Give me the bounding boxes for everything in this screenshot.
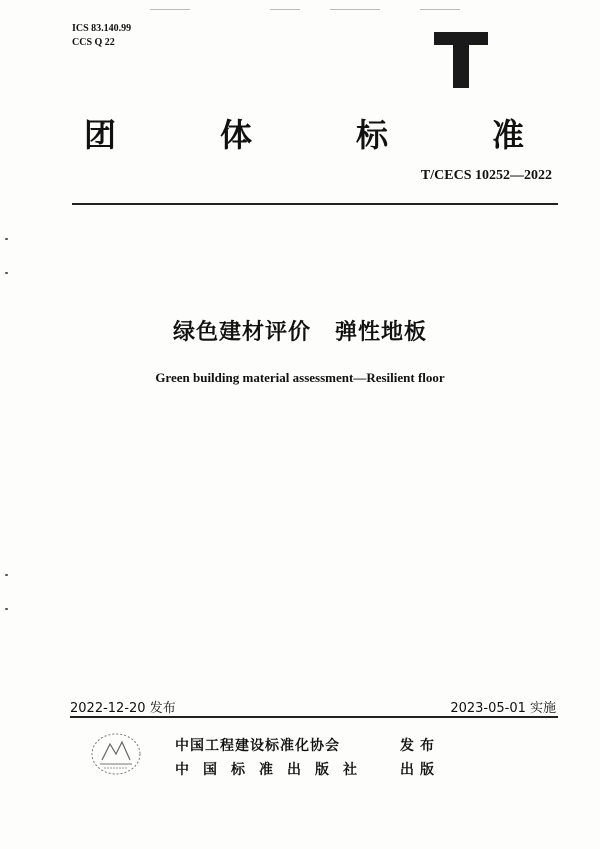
title-chinese-part2: 弹性地板: [335, 320, 428, 345]
ics-code: ICS 83.140.99: [72, 23, 132, 34]
issuer-name: 中国工程建设标准化协会: [175, 738, 340, 754]
title-english: Green building material assessment—Resilient floor: [155, 370, 445, 385]
scan-artifact: [5, 238, 8, 240]
standard-type-char: 体: [220, 116, 253, 154]
category-letter: T: [461, 70, 462, 71]
scan-artifact: [420, 9, 460, 10]
issuer-action: 发布: [400, 738, 440, 754]
classification-codes: [72, 22, 131, 50]
scan-artifact: [150, 9, 190, 10]
standard-type-char: 团: [84, 116, 117, 154]
t-mark-stem: [453, 32, 469, 88]
press-action: 出版: [400, 762, 440, 778]
title-chinese-part1: 绿色建材评价: [172, 320, 311, 345]
press-char: 中: [175, 762, 189, 778]
standard-type-char: 准: [492, 116, 525, 154]
scan-artifact: [330, 9, 380, 10]
scan-artifact: [5, 574, 8, 576]
press-char: 国: [203, 762, 217, 778]
standard-code: T/CECS 10252—2022: [420, 168, 552, 183]
press-char: 标: [231, 762, 245, 778]
standard-type-heading: [72, 110, 554, 156]
scan-artifact: [5, 608, 8, 610]
press-char: 社: [343, 762, 357, 778]
press-char: 版: [315, 762, 329, 778]
ccs-code: CCS Q 22: [72, 37, 115, 48]
effective-date: 2023-05-01 实施: [450, 701, 556, 716]
press-name: [175, 759, 357, 779]
scan-artifact: [270, 9, 300, 10]
footer-divider: [70, 716, 558, 718]
header-divider: [72, 203, 558, 205]
standard-type-char: 标: [356, 116, 389, 154]
issue-date: 2022-12-20 发布: [70, 701, 176, 716]
scan-artifact: [5, 272, 8, 274]
title-chinese: [0, 315, 600, 346]
press-char: 出: [287, 762, 301, 778]
cecs-logo: [88, 730, 144, 778]
category-letter-mark: [432, 30, 490, 90]
press-char: 准: [259, 762, 273, 778]
